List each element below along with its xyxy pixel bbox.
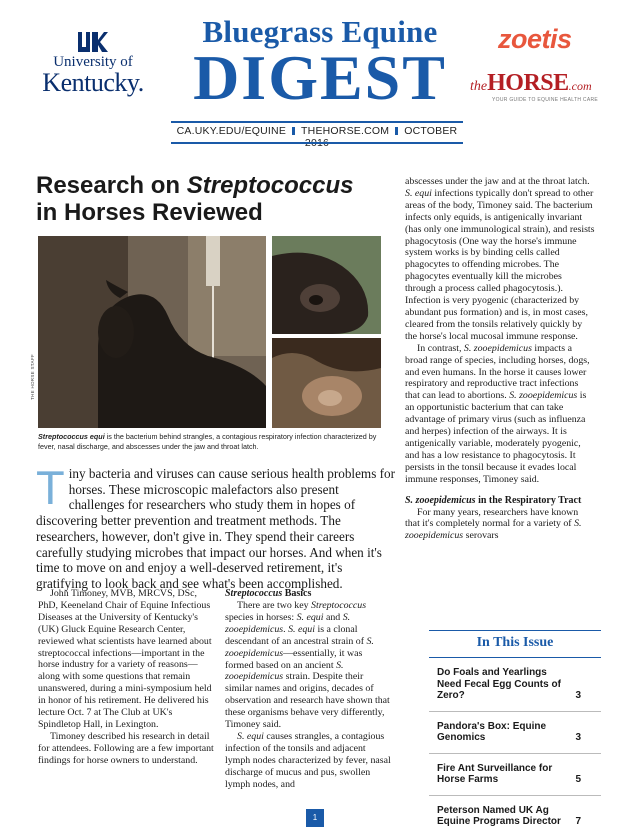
uk-monogram-icon bbox=[76, 30, 108, 54]
dateline-separator bbox=[292, 127, 295, 135]
uk-logo-line2: Kentucky. bbox=[42, 68, 144, 97]
toc-item[interactable] bbox=[429, 667, 601, 712]
horse-drip-photo bbox=[38, 236, 266, 428]
text-run: serovars bbox=[463, 530, 499, 542]
masthead-title-main: DIGEST bbox=[193, 42, 447, 113]
paragraph bbox=[225, 600, 393, 731]
text-italic: S. zooepidemicus bbox=[225, 659, 344, 683]
drop-cap: T bbox=[36, 461, 65, 514]
text-run: species in horses: bbox=[225, 611, 297, 623]
headline-italic: Streptococcus bbox=[186, 172, 354, 199]
text-run: abscesses under the jaw and at the throat latch. bbox=[405, 176, 590, 187]
in-this-issue-box bbox=[429, 630, 601, 832]
text-italic: S. zooepidemicus bbox=[225, 611, 351, 635]
paragraph: John Timoney, MVB, MRCVS, DSc, PhD, Keeneland Chair of Equine Infectious Diseases at the University of Kentucky's (UK) Gluck Equine Research Center, reviewed what scientists have learned about streptococcal infections—important in the horse industry for a variety of reasons—along with some questions that remain unanswered, during a mini-symposium held in honor of his retirement. He delivered his lecture Oct. 7 at The Club at UK's Spindletop Hall, in Lexington. bbox=[38, 588, 212, 730]
toc-item-title: Pandora's Box: Equine Genomics bbox=[437, 720, 547, 743]
zoetis-logo: zoetis bbox=[498, 24, 572, 54]
text-italic: S. equi bbox=[405, 187, 432, 199]
section-heading-italic: Streptococcus bbox=[225, 588, 283, 599]
caption-italic: Streptococcus equi bbox=[38, 432, 105, 441]
text-italic: S. zooepidemicus bbox=[405, 518, 582, 542]
thehorse-logo-the: the bbox=[470, 79, 488, 94]
text-italic: S. zooepidemicus bbox=[225, 635, 374, 659]
paragraph bbox=[225, 731, 393, 791]
thehorse-logo-horse: HORSE bbox=[487, 70, 569, 96]
article-headline bbox=[36, 172, 396, 226]
horse-nose-photo bbox=[272, 236, 381, 334]
text-run: . bbox=[283, 623, 289, 635]
dateline-bottom-rule bbox=[171, 142, 463, 144]
photo-caption bbox=[38, 432, 383, 451]
thehorse-tagline: YOUR GUIDE TO EQUINE HEALTH CARE bbox=[492, 97, 599, 103]
masthead-title-top: Bluegrass Equine bbox=[202, 14, 438, 49]
text-run: is an opportunistic bacterium that can take advantage of primary virus (such as influenza and herpes) infection of the airways. It is antigenically variable, moderately pyogenic, and has a low resistance to phagocytosis. It persists in the tonsil because it evades local immune responses, Timoney said. bbox=[405, 390, 587, 485]
in-this-issue-title: In This Issue bbox=[429, 630, 601, 658]
text-italic: S. equi bbox=[288, 623, 315, 635]
section-heading-text: in the Respiratory Tract bbox=[475, 494, 582, 506]
dateline bbox=[171, 125, 463, 149]
article-lede bbox=[36, 461, 396, 592]
text-run: is a clonal descendant of an ancestral strain of bbox=[225, 623, 367, 647]
paragraph bbox=[405, 343, 595, 486]
article-column-1 bbox=[38, 588, 215, 767]
toc-item[interactable] bbox=[429, 763, 601, 796]
text-run: infections typically don't spread to other areas of the body, Timoney said. The bacterium infects only equids, is antigenically invariant (has only one immunological strain), and resists phagocytosis (One way the horse's immune system works is by binding cells called phagocytes to offending microbes. The phagocytes eventually kill the microbes through a process called phagocytosis.). Infection is very pyogenic (characterized by abundant pus formation) and is, in most cases, cleared from the tonsils relatively quickly by the horse's local mucosal immune response. bbox=[405, 187, 595, 342]
text-italic: S. equi bbox=[296, 611, 324, 623]
text-run: In contrast, bbox=[417, 342, 464, 354]
horse-jaw-photo bbox=[272, 338, 381, 428]
paragraph bbox=[405, 176, 595, 343]
toc-item-title: Peterson Named UK Ag Equine Programs Director bbox=[437, 804, 561, 827]
section-heading-respiratory bbox=[405, 495, 595, 507]
text-italic: S. zooepidemicus bbox=[509, 390, 578, 402]
text-run: For many years, researchers have known that it's completely normal for a variety of bbox=[405, 506, 579, 530]
dateline-separator bbox=[395, 127, 398, 135]
text-italic: S. zooepidemicus bbox=[463, 342, 532, 354]
thehorse-logo bbox=[470, 70, 592, 97]
masthead bbox=[0, 0, 634, 125]
uk-logo-line1: University of bbox=[53, 54, 133, 70]
dateline-date: OCTOBER bbox=[404, 125, 458, 137]
toc-item[interactable] bbox=[429, 721, 601, 754]
toc-item-page: 3 bbox=[575, 689, 581, 701]
text-run: impacts a broad range of species, including horses, dogs, and even humans. In the horse it causes lower respiratory and reproductive tract infections that can lead to abortions. bbox=[405, 342, 590, 402]
article-column-2 bbox=[225, 588, 393, 791]
lede-text: iny bacteria and viruses can cause serious health problems for horses. These microscopic malefactors also present challenges for researchers who study them in hopes of discovering better prevention and treatment methods. The researchers, however, don't give in. They spend their careers carefully studying microbes that impact our horses. And when it's time to move on and enjoy a well-deserved retirement, it's gratifying to look back and see what's been accomplished. bbox=[36, 466, 395, 591]
text-italic: Streptococcus bbox=[311, 600, 367, 611]
text-run: strain. Despite their similar names and origins, decades of observation and research have shown that these organisms behave very differently, Timoney said. bbox=[225, 671, 390, 731]
toc-item[interactable] bbox=[429, 805, 601, 832]
dateline-site-thehorse[interactable]: THEHORSE.COM bbox=[301, 125, 390, 137]
page-number: 1 bbox=[306, 809, 324, 827]
toc-item-page: 3 bbox=[575, 731, 581, 743]
toc-item-title: Do Foals and Yearlings Need Fecal Egg Counts of Zero? bbox=[437, 667, 561, 701]
text-italic: S. equi bbox=[237, 730, 264, 742]
headline-part2: in Horses Reviewed bbox=[36, 199, 263, 226]
text-run: and bbox=[323, 611, 343, 623]
text-run: —essentially, it was formed based on an ancient bbox=[225, 647, 363, 671]
caption-text: is the bacterium behind strangles, a contagious respiratory infection characterized by fever, nasal discharge, and abscesses under the jaw and throat latch. bbox=[38, 432, 377, 451]
article-column-3 bbox=[405, 176, 595, 542]
dateline-site-ca[interactable]: CA.UKY.EDU/EQUINE bbox=[176, 125, 287, 137]
thehorse-logo-com: .com bbox=[568, 79, 592, 93]
paragraph: Timoney described his research in detail for attendees. Following are a few important findings for horse owners to understand. bbox=[38, 730, 214, 766]
paragraph bbox=[405, 507, 595, 543]
section-heading-text: Basics bbox=[282, 588, 312, 599]
photo-credit: THE HORSE STAFF bbox=[30, 354, 35, 400]
dateline-top-rule bbox=[171, 121, 463, 123]
toc-item-title: Fire Ant Surveillance for Horse Farms bbox=[437, 762, 553, 785]
text-run: causes strangles, a contagious infection of the tonsils and adjacent lymph nodes characterized by fever, nasal discharge of mucus and pus, swollen lymph nodes, and bbox=[225, 730, 391, 790]
toc-item-page: 5 bbox=[575, 773, 581, 785]
section-heading-basics bbox=[225, 588, 393, 600]
toc-item-page: 7 bbox=[575, 815, 581, 827]
headline-part1: Research on bbox=[36, 172, 187, 199]
section-heading-italic: S. zooepidemicus bbox=[405, 494, 476, 506]
text-run: There are two key bbox=[237, 600, 312, 611]
